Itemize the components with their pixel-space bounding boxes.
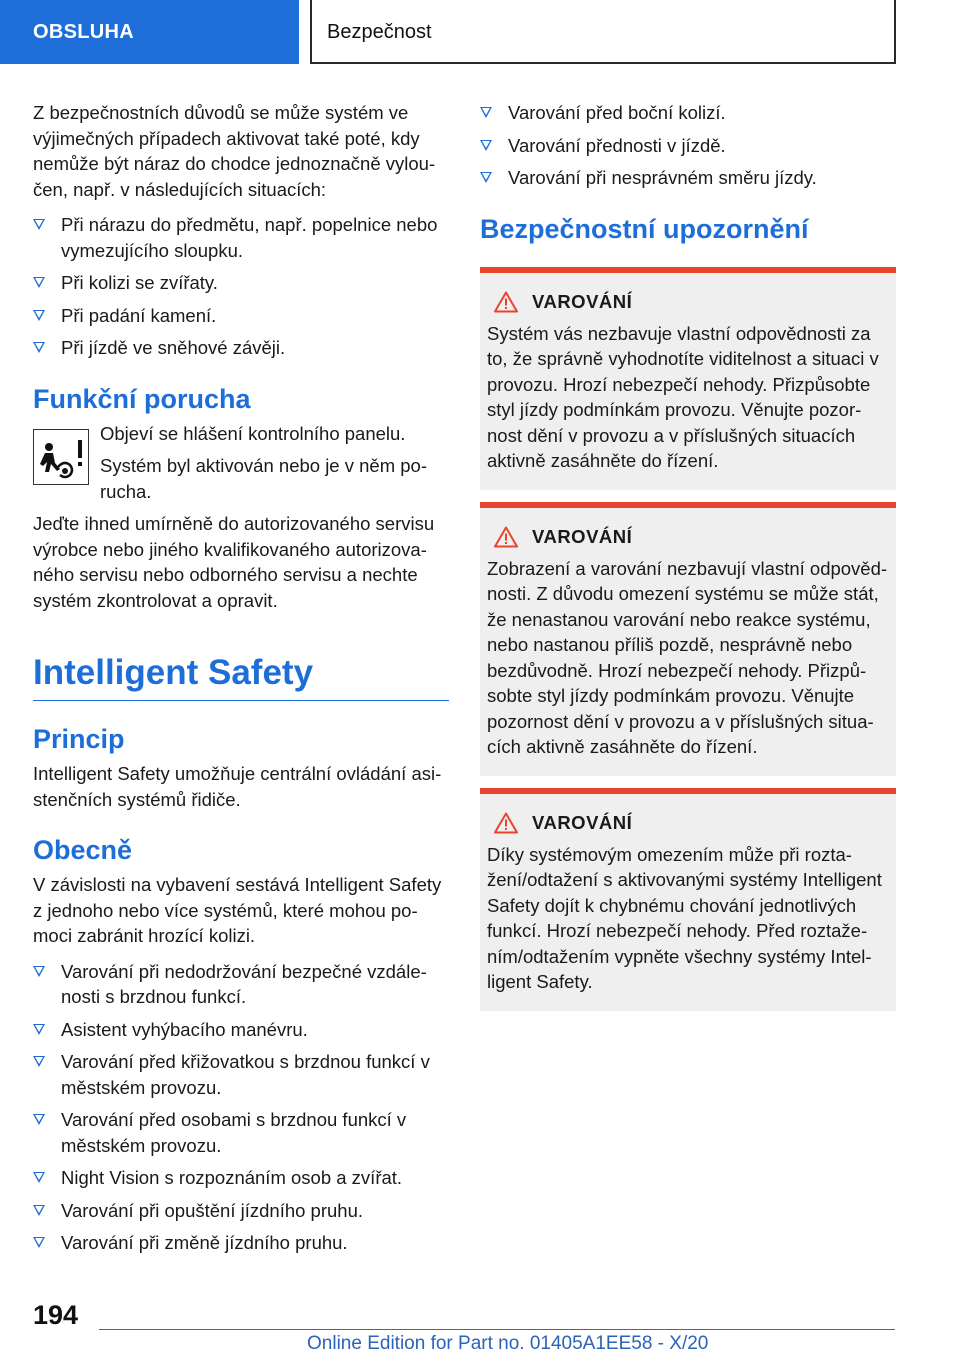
list-item: Asistent vyhýbacího manévru.	[33, 1017, 449, 1043]
triangle-bullet-icon	[33, 966, 45, 977]
list-item: Varování při změně jízdního pruhu.	[33, 1230, 449, 1256]
warning-triangle-icon	[494, 812, 518, 834]
principle-heading: Princip	[33, 724, 125, 754]
list-item: Varování před boční kolizí.	[480, 100, 896, 126]
triangle-bullet-icon	[33, 219, 45, 230]
triangle-bullet-icon	[33, 310, 45, 321]
warning-text: Systém vás nezbavuje vlastní odpovědnosti za to, že správně vyhodnotíte viditelnost a situaci v provozu. Hrozí nebezpečí nehody. Přizpůsobte styl jízdy podmínkám provozu. Věnujte pozor-nost dění v provozu a v příslušných situacích aktivně zasáhněte do řízení.	[487, 322, 879, 471]
pedestrian-warning-icon	[33, 429, 89, 485]
triangle-bullet-icon	[480, 140, 492, 151]
triangle-bullet-icon	[33, 1024, 45, 1035]
triangle-bullet-icon	[33, 277, 45, 288]
general-heading: Obecně	[33, 835, 133, 865]
warning-triangle-icon	[494, 526, 518, 548]
intro-paragraph: Z bezpečnostních důvodů se může systém ve výjimečných případech aktivovat také poté, kdy nemůže být náraz do chodce jednoznačně vylou-čen, např. v následujících situacích:	[33, 102, 436, 200]
warning-box	[480, 788, 896, 1011]
warning-box	[480, 502, 896, 776]
list-item: Při kolizi se zvířaty.	[33, 270, 449, 296]
list-item: Varování před křižovatkou s brzdnou funkcí v městském provozu.	[33, 1049, 449, 1100]
topic-tab: Bezpečnost	[310, 0, 896, 64]
footer-divider	[99, 1329, 895, 1330]
warning-box	[480, 267, 896, 490]
triangle-bullet-icon	[33, 1056, 45, 1067]
warning-title: VAROVÁNÍ	[532, 811, 633, 833]
list-item: Varování před osobami s brzdnou funkcí v městském provozu.	[33, 1107, 449, 1158]
warning-text: Zobrazení a varování nezbavují vlastní odpověd-nosti. Z důvodu omezení systému se může stát, že nenastanou varování nebo reakce systému, nebo nastanou příliš pozdě, nesprávně nebo bezdůvodně. Hrozí nebezpečí nehody. Přizpů-sobte styl jízdy podmínkám provozu. Věnujte pozornost dění v provozu a v příslušných situa-cích aktivně zasáhněte do řízení.	[487, 557, 888, 757]
general-list	[33, 959, 449, 1256]
triangle-bullet-icon	[33, 342, 45, 353]
triangle-bullet-icon	[33, 1172, 45, 1183]
warning-header	[494, 812, 889, 834]
list-item: Při jízdě ve sněhové závěji.	[33, 335, 449, 361]
triangle-bullet-icon	[33, 1205, 45, 1216]
list-item: Varování při opuštění jízdního pruhu.	[33, 1198, 449, 1224]
fault-text	[100, 421, 449, 505]
edition-link[interactable]: Online Edition for Part no. 01405A1EE58 - X/20	[307, 1333, 709, 1354]
warning-triangle-icon	[494, 291, 518, 313]
chapter-title: Intelligent Safety	[33, 653, 449, 701]
general-paragraph: V závislosti na vybavení sestává Intelligent Safety z jednoho nebo více systémů, které mohou po-moci zabránit hrozící kolizi.	[33, 874, 442, 946]
list-item: Při padání kamení.	[33, 303, 449, 329]
list-item: Varování při nedodržování bezpečné vzdále-nosti s brzdnou funkcí.	[33, 959, 449, 1010]
left-column	[33, 100, 449, 1263]
triangle-bullet-icon	[480, 107, 492, 118]
safety-heading: Bezpečnostní upozornění	[480, 213, 809, 244]
page-number: 194	[33, 1300, 79, 1330]
right-list	[480, 100, 896, 191]
warning-header	[494, 291, 889, 313]
warning-title: VAROVÁNÍ	[532, 290, 633, 312]
triangle-bullet-icon	[33, 1114, 45, 1125]
list-item: Night Vision s rozpoznáním osob a zvířat.	[33, 1165, 449, 1191]
fault-heading: Funkční porucha	[33, 383, 251, 414]
triangle-bullet-icon	[480, 172, 492, 183]
list-item: Varování při nesprávném směru jízdy.	[480, 165, 896, 191]
fault-line: Systém byl aktivován nebo je v něm po-rucha.	[100, 455, 427, 502]
warning-header	[494, 526, 889, 548]
warning-title: VAROVÁNÍ	[532, 525, 633, 547]
fault-block	[33, 421, 449, 505]
triangle-bullet-icon	[33, 1237, 45, 1248]
principle-paragraph: Intelligent Safety umožňuje centrální ovládání asi-stenčních systémů řidiče.	[33, 763, 442, 810]
fault-paragraph: Jeďte ihned umírněně do autorizovaného servisu výrobce nebo jiného kvalifikovaného autorizova-ného servisu nebo odborného servisu a nechte systém zkontrolovat a opravit.	[33, 513, 435, 611]
right-column	[480, 100, 896, 1023]
warning-text: Díky systémovým omezením může při rozta-žení/odtažení s aktivovanými systémy Intelligent Safety dojít k chybnému chování jednotlivých funkcí. Hrozí nebezpečí nehody. Před roztaže-ním/odtažením vypněte všechny systémy Intel-ligent Safety.	[487, 843, 882, 992]
list-item: Varování přednosti v jízdě.	[480, 133, 896, 159]
section-tab: OBSLUHA	[0, 0, 299, 64]
page-header	[0, 0, 960, 66]
list-item: Při nárazu do předmětu, např. popelnice nebo vymezujícího sloupku.	[33, 212, 449, 263]
fault-line: Objeví se hlášení kontrolního panelu.	[100, 422, 406, 444]
intro-list	[33, 212, 449, 361]
